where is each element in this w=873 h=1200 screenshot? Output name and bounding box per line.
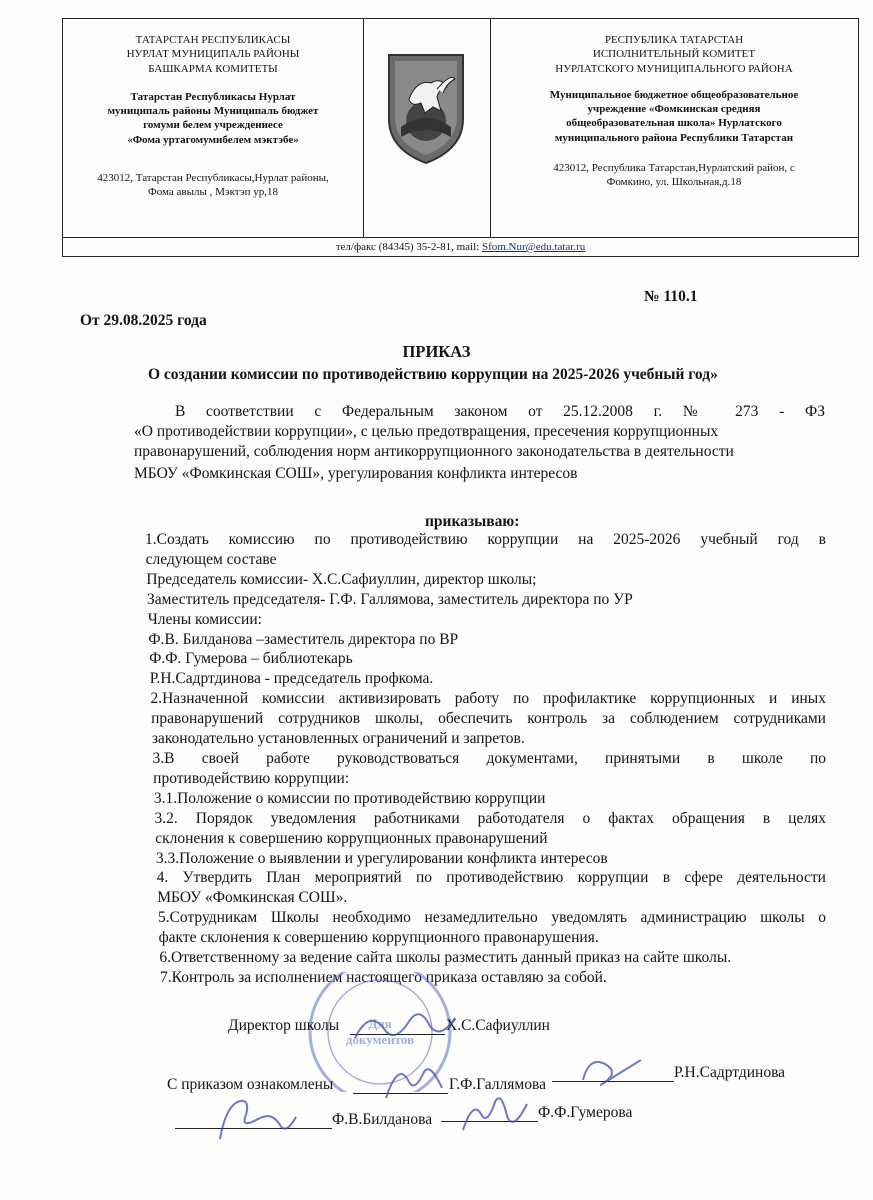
- order-body-line: Ф.В. Билданова –заместитель директора по ВР: [148, 630, 459, 648]
- header-right-russian: [495, 33, 853, 190]
- order-body-line: 6.Ответственному за ведение сайта школы разместить данный приказ на сайте школы.: [159, 949, 732, 967]
- order-body-line: Р.Н.Садртдинова - председатель профкома.: [149, 670, 434, 688]
- ack-name-4: Ф.Ф.Гумерова: [538, 1104, 633, 1121]
- signature-gallyamova: [380, 1058, 450, 1103]
- header-right-line: муниципального района Республики Татарстан: [554, 131, 794, 144]
- intro-line: МБОУ «Фомкинская СОШ», урегулирования конфликта интересов: [134, 465, 578, 482]
- order-body-line: 3.3.Положение о выявлении и урегулировании конфликта интересов: [155, 849, 608, 867]
- svg-text:документов: документов: [345, 1032, 415, 1047]
- order-body-line: Ф.Ф. Гумерова – библиотекарь: [149, 650, 353, 668]
- svg-text:Для: Для: [368, 1016, 392, 1031]
- header-right-line: Фомкино, ул. Школьная,д.18: [606, 176, 742, 189]
- header-right-line: ИСПОЛНИТЕЛЬНЫЙ КОМИТЕТ: [592, 48, 756, 61]
- order-body-line: 3.2. Порядок уведомления работниками работодателя о фактах обращения в целях: [154, 809, 826, 827]
- header-left-tatar: [68, 33, 358, 200]
- order-body-line: факте склонения к совершению коррупционного правонарушения.: [158, 929, 599, 947]
- signature-director: [350, 1000, 460, 1050]
- order-body-line: 2.Назначенной комиссии активизировать работу по профилактике коррупционных и иных: [150, 690, 826, 708]
- signature-gumerova: [455, 1090, 535, 1140]
- header-left-line: Татарстан Республикасы Нурлат: [130, 90, 296, 103]
- director-label: Директор школы: [228, 1017, 340, 1034]
- contact-line: [63, 241, 858, 253]
- order-body-line: Заместитель председателя- Г.Ф. Галлямова, заместитель директора по УР: [147, 590, 633, 608]
- header-right-line: 423012, Республика Татарстан,Нурлатский район, с: [553, 162, 795, 175]
- order-body-line: 4. Утвердить План мероприятий по противодействию коррупции в сфере деятельности: [156, 869, 826, 887]
- header-divider-right: [490, 19, 491, 237]
- order-body-line: склонения к совершению коррупционных правонарушений: [155, 829, 548, 847]
- header-right-line: учреждение «Фомкинская средняя: [587, 103, 761, 116]
- order-body-line: следующем составе: [145, 550, 277, 568]
- order-body-line: 1.Создать комиссию по противодействию коррупции на 2025-2026 учебный год в: [145, 531, 826, 548]
- letterhead: [62, 18, 859, 257]
- ack-name-2: Р.Н.Садртдинова: [674, 1064, 786, 1081]
- ack-name-1: Г.Ф.Галлямова: [449, 1076, 546, 1093]
- order-body-line: МБОУ «Фомкинская СОШ».: [157, 889, 348, 907]
- order-body-line: 3.В своей работе руководствоваться документами, принятыми в школе по: [152, 750, 826, 767]
- header-left-line: НУРЛАТ МУНИЦИПАЛЬ РАЙОНЫ: [126, 48, 300, 61]
- order-body-line: 5.Сотрудникам Школы необходимо незамедлительно уведомлять администрацию школы о: [157, 909, 826, 927]
- ack-label: С приказом ознакомлены: [167, 1076, 334, 1093]
- intro-line: правонарушений, соблюдения норм антикоррупционного законодательства в деятельности: [134, 443, 734, 460]
- header-bottom-line: [63, 237, 858, 238]
- ack-name-3: Ф.В.Билданова: [332, 1111, 433, 1128]
- order-body-line: противодействию коррупции:: [153, 769, 350, 787]
- order-body-line: законодательно установленных ограничений и запретов.: [151, 730, 525, 748]
- order-body-line: правонарушений сотрудников школы, обеспечить контроль за соблюдением сотрудниками: [151, 710, 826, 728]
- order-body-line: 3.1.Положение о комиссии по противодействию коррупции: [153, 789, 546, 807]
- order-body-line: Председатель комиссии- Х.С.Сафиуллин, директор школы;: [146, 570, 537, 588]
- order-body-line: Члены комиссии:: [147, 610, 262, 628]
- header-divider-left: [363, 19, 364, 237]
- page-title: ПРИКАЗ: [402, 342, 471, 361]
- header-left-line: 423012, Татарстан Республикасы,Нурлат районы,: [97, 172, 329, 185]
- header-right-line: НУРЛАТСКОГО МУНИЦИПАЛЬНОГО РАЙОНА: [555, 62, 793, 75]
- director-name: Х.С.Сафиуллин: [446, 1017, 550, 1034]
- header-right-line: Муниципальное бюджетное общеобразовательное: [549, 88, 799, 101]
- contact-email-link[interactable]: Sfom.Nur@edu.tatar.ru: [481, 241, 586, 253]
- header-left-line: ТАТАРСТАН РЕСПУБЛИКАСЫ: [135, 34, 291, 46]
- intro-line: «О противодействии коррупции», с целью предотвращения, пресечения коррупционных: [134, 423, 719, 440]
- order-date: От 29.08.2025 года: [80, 312, 207, 329]
- header-right-line: общеобразовательная школа» Нурлатского: [566, 117, 782, 130]
- order-body-line: 7.Контроль за исполнением настоящего приказа оставляю за собой.: [160, 969, 607, 986]
- signature-bildanova: [210, 1095, 300, 1145]
- order-word: приказываю:: [425, 513, 520, 530]
- header-left-line: Фома авылы , Мэктэп ур,18: [148, 186, 278, 199]
- contact-phone: тел/факс (84345) 35-2-81, mail:: [335, 241, 482, 253]
- signature-sadrtdinova: [575, 1050, 645, 1095]
- header-left-line: гомуми белем учреждениесе: [143, 119, 283, 132]
- header-left-line: БАШКАРМА КОМИТЕТЫ: [148, 62, 278, 75]
- order-number: № 110.1: [644, 288, 698, 305]
- header-left-line: «Фома уртагомумибелем мэктэбе»: [127, 133, 299, 146]
- header-right-line: РЕСПУБЛИКА ТАТАРСТАН: [604, 34, 744, 46]
- coat-of-arms-icon: [381, 49, 471, 169]
- order-subject: О создании комиссии по противодействию коррупции на 2025-2026 учебный год»: [148, 366, 718, 383]
- intro-line: В соответствии с Федеральным законом от 25.12.2008 г. № 273 - ФЗ: [175, 403, 825, 420]
- header-left-line: муниципаль районы Муниципаль бюджет: [107, 105, 319, 118]
